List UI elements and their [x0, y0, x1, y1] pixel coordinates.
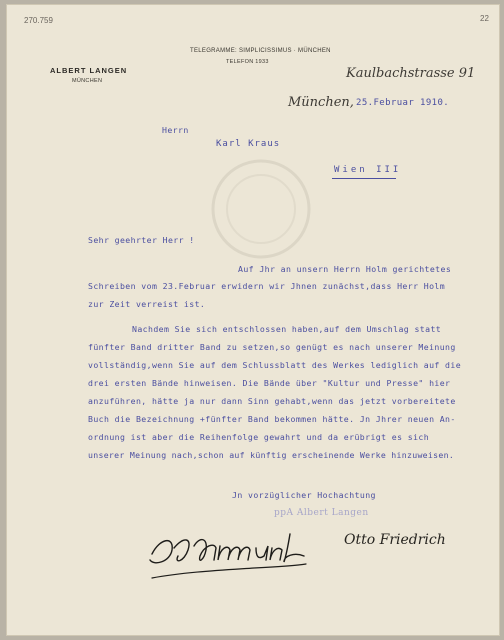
body-line: Buch die Bezeichnung +fünfter Band bekommen hätte. Jn Jhrer neuen An-: [88, 414, 456, 424]
salutation: Sehr geehrter Herr !: [88, 235, 195, 245]
closing-phrase: Jn vorzüglicher Hochachtung: [232, 490, 376, 500]
street-address: Kaulbachstrasse 91: [346, 66, 476, 81]
body-line: anzuführen, hätte ja nur dann Sinn gehabt,wenn das jetzt vorbereitete: [88, 396, 456, 406]
letterhead-telephone: TELEFON 1933: [226, 59, 269, 65]
archive-page-number: 22: [480, 14, 489, 23]
body-line: unserer Meinung nach,schon auf künftig erscheinende Werke hinzuweisen.: [88, 450, 455, 460]
company-stamp: ppA Albert Langen: [274, 508, 369, 518]
letterhead-sender: ALBERT LANGEN: [50, 66, 128, 75]
recipient-title: Herrn: [162, 125, 189, 135]
letter-date: 25.Februar 1910.: [356, 98, 450, 108]
body-line: vollständig,wenn Sie auf dem Schlussblatt des Werkes lediglich auf die: [88, 360, 462, 370]
letterhead-city: MÜNCHEN: [72, 78, 103, 84]
body-line: zur Zeit verreist ist.: [88, 299, 206, 309]
embossed-seal: [206, 154, 316, 264]
body-line: ordnung ist aber die Reihenfolge gewahrt und da erübrigt es sich: [88, 432, 430, 442]
recipient-name: Karl Kraus: [216, 139, 281, 149]
body-line: Nachdem Sie sich entschlossen haben,auf dem Umschlag statt: [132, 324, 442, 334]
body-line: drei ersten Bände hinweisen. Die Bände über "Kultur und Presse" hier: [88, 378, 451, 388]
body-line: Schreiben vom 23.Februar erwidern wir Jhnen zunächst,dass Herr Holm: [88, 281, 446, 291]
body-line: Auf Jhr an unsern Herrn Holm gerichtetes: [238, 264, 452, 274]
recipient-city: Wien III: [334, 165, 402, 175]
body-line: fünfter Band dritter Band zu setzen,so genügt es nach unserer Meinung: [88, 342, 456, 352]
date-place: München,: [288, 95, 354, 110]
letterhead-telegram: TELEGRAMME: SIMPLICISSIMUS · MÜNCHEN: [190, 48, 331, 54]
letter-sheet: [6, 4, 500, 636]
recipient-city-underline: [332, 178, 396, 179]
handwritten-signature-right: Otto Friedrich: [344, 532, 446, 548]
handwritten-signature-left: [144, 526, 314, 588]
archive-reference: 270.759: [24, 16, 53, 25]
